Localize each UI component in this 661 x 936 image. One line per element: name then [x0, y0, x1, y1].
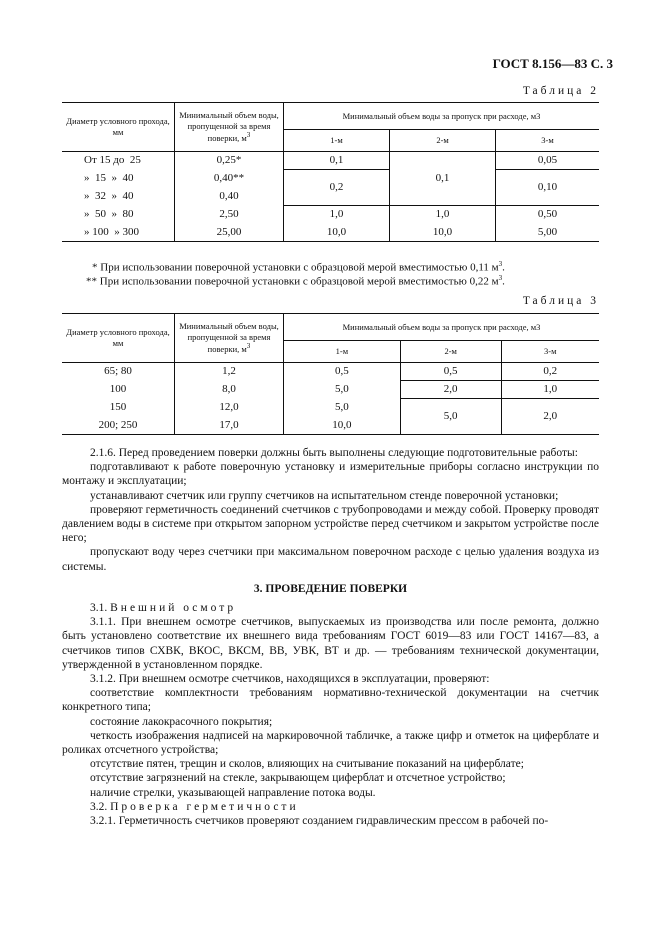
table-2-header-minvol: Минимальный объем воды, пропущенной за время поверки, $м^3$	[175, 103, 284, 152]
table-row: » 15 » 40 0,40** 0,2 0,10	[62, 170, 599, 188]
table-3-header-minvol: Минимальный объем воды, пропущенной за время поверки, $м^3$	[175, 314, 284, 363]
table-2-header-diameter: Диаметр условного прохода, мм	[62, 103, 175, 152]
paragraph: отсутствие загрязнений на стекле, закрывающем циферблат и отсчетное устройство;	[90, 772, 506, 785]
paragraph: отсутствие пятен, трещин и сколов, влияющих на считывание показаний на циферблате;	[90, 758, 524, 771]
paragraph: состояние лакокрасочного покрытия;	[90, 715, 273, 728]
paragraph: соответствие комплектности требованиям нормативно-технической документации на счетчик конкретного типа;	[62, 687, 599, 714]
table-row: 150 12,0 5,0 5,0 2,0	[62, 399, 599, 417]
body-text	[62, 446, 599, 828]
table-row: От 15 до 25 0,25* 0,1 0,1 0,05	[62, 152, 599, 170]
table-2-header-q2: 2-м	[390, 130, 496, 152]
paragraph: подготавливают к работе поверочную установку и измерительные приборы согласно инструкции по монтажу и эксплуатации;	[62, 461, 599, 488]
table-row: 100 8,0 5,0 2,0 1,0	[62, 381, 599, 399]
paragraph: 3.2.1. Герметичность счетчиков проверяют созданием гидравлическим прессом в рабочей по-	[90, 815, 549, 828]
paragraph: четкость изображения надписей на маркировочной табличке, а также цифр и отметок на циферблате и роликах отсчетного устройства;	[62, 729, 599, 757]
paragraph: наличие стрелки, указывающей направление потока воды.	[90, 786, 376, 799]
table-row: 65; 80 1,2 0,5 0,5 0,2	[62, 363, 599, 381]
table-row: » 32 » 40 0,40	[62, 188, 599, 206]
paragraph: 3.1.2. При внешнем осмотре счетчиков, находящихся в эксплуатации, проверяют:	[90, 673, 490, 686]
table-3	[62, 313, 599, 435]
table-2-header-q3: 3-м	[496, 130, 599, 152]
table-row: 200; 250 17,0 10,0	[62, 417, 599, 435]
table-3-header-q3: 3-м	[501, 341, 599, 363]
subsection-heading: 3.2. Проверка герметичности	[90, 800, 299, 813]
table-2-header-perpass: Минимальный объем воды за пропуск при расходе, м3	[284, 103, 600, 130]
table-3-header-q2: 2-м	[400, 341, 501, 363]
footnote-1: * При использовании поверочной установки с образцовой мерой вместимостью 0,11 $м^3$.	[92, 260, 505, 274]
page-header: ГОСТ 8.156—83 С. 3	[492, 56, 613, 71]
table-2-header-q1: 1-м	[284, 130, 390, 152]
table-3-header-q1: 1-м	[284, 341, 401, 363]
paragraph: 3.1.1. При внешнем осмотре счетчиков, выпускаемых из производства или после ремонта, должно быть установлено соответствие их внешнего вида требованиям ГОСТ 6019—83 или ГОСТ 14167—83, а счетчиков типов СХВК, ВКОС, ВКСМ, ВВ, УВК, ВТ и др. — требованиям технической документации, утвержденной в установленном порядке.	[62, 616, 599, 671]
paragraph: проверяют герметичность соединений счетчиков с трубопроводами и между собой. Проверку проводят давлением воды в системе при открытом запорном устройстве перед счетчиком и закрытом устройстве после него;	[62, 503, 599, 545]
table-row: » 50 » 80 2,50 1,0 1,0 0,50	[62, 206, 599, 224]
table-2	[62, 102, 599, 242]
table-3-header-perpass: Минимальный объем воды за пропуск при расходе, м3	[284, 314, 600, 341]
table-3-caption: Таблица 3	[522, 295, 599, 307]
paragraph: пропускают воду через счетчики при максимальном поверочном расходе с целью удаления воздуха из системы.	[62, 546, 599, 573]
table-3-header-diameter: Диаметр условного прохода, мм	[62, 314, 175, 363]
table-2-caption: Таблица 2	[522, 85, 599, 97]
table-row: » 100 » 300 25,00 10,0 10,0 5,00	[62, 224, 599, 242]
paragraph: устанавливают счетчик или группу счетчиков на испытательном стенде поверочной установки;	[90, 489, 559, 502]
subsection-heading: 3.1. Внешний осмотр	[90, 602, 237, 615]
section-title: 3. ПРОВЕДЕНИЕ ПОВЕРКИ	[253, 582, 408, 595]
paragraph: 2.1.6. Перед проведением поверки должны быть выполнены следующие подготовительные работы:	[90, 447, 578, 459]
footnote-2: ** При использовании поверочной установки с образцовой мерой вместимостью 0,22 $м^3$.	[86, 274, 505, 288]
